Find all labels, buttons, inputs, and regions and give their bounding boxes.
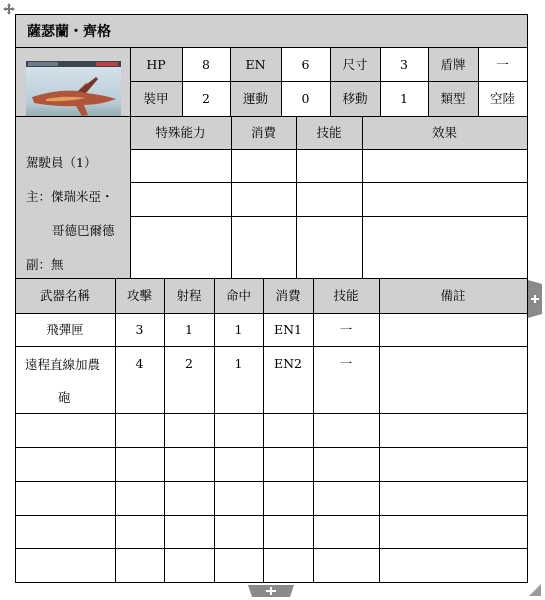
weapon-header-cost: 消費 xyxy=(275,288,301,303)
stat-label-shield: 盾牌 xyxy=(440,56,466,72)
weapon-1-name: 飛彈匣 xyxy=(46,322,84,337)
stat-label-type: 類型 xyxy=(440,91,466,106)
stat-label-mobility: 運動 xyxy=(242,91,268,106)
weapon-1-range: 1 xyxy=(185,322,193,337)
weapon-header-range: 射程 xyxy=(176,288,202,303)
stat-label-hp: HP xyxy=(146,56,166,72)
stat-label-en: EN xyxy=(245,56,266,72)
weapon-2-name-line1: 遠程直線加農 xyxy=(25,357,101,372)
stat-value-en: 6 xyxy=(301,56,310,72)
weapon-1-skill: 一 xyxy=(339,322,353,337)
ability-header-skill: 技能 xyxy=(316,125,342,140)
add-row-handle[interactable] xyxy=(248,585,294,597)
stat-value-hp: 8 xyxy=(202,56,210,72)
weapon-2-cost: EN2 xyxy=(273,355,302,371)
weapon-2-name-line2: 砲 xyxy=(58,390,71,405)
weapon-2-hit: 1 xyxy=(234,355,243,371)
weapon-header-skill: 技能 xyxy=(333,288,359,303)
pilot-label: 駕駛員（1） xyxy=(26,155,97,170)
stat-label-size: 尺寸 xyxy=(342,56,368,72)
stat-value-armor: 2 xyxy=(202,91,210,106)
stat-value-move: 1 xyxy=(400,91,408,106)
stat-value-mobility: 0 xyxy=(301,91,310,106)
weapon-header-hit: 命中 xyxy=(225,288,251,303)
weapon-2-attack: 4 xyxy=(135,355,144,371)
weapon-1-cost: EN1 xyxy=(273,322,302,337)
ability-header-name: 特殊能力 xyxy=(155,125,206,140)
pilot-main-line1: 主：傑瑞米亞・ xyxy=(26,189,114,204)
table-move-handle-icon[interactable] xyxy=(3,3,15,15)
stat-label-armor: 裝甲 xyxy=(143,91,169,106)
ability-header-cost: 消費 xyxy=(250,125,276,140)
weapon-2-range: 2 xyxy=(185,355,193,371)
stat-label-move: 移動 xyxy=(342,91,368,106)
weapon-1-attack: 3 xyxy=(135,322,144,337)
weapon-header-name: 武器名稱 xyxy=(39,288,90,303)
stat-value-shield: 一 xyxy=(496,56,509,72)
unit-name: 薩瑟蘭・齊格 xyxy=(27,24,111,40)
weapon-1-hit: 1 xyxy=(234,322,243,337)
stat-value-size: 3 xyxy=(400,56,408,72)
add-column-handle[interactable] xyxy=(528,280,542,318)
pilot-sub: 副：無 xyxy=(26,257,64,272)
plus-icon xyxy=(536,296,537,297)
weapon-header-note: 備註 xyxy=(440,288,466,303)
ability-header-effect: 效果 xyxy=(431,125,457,140)
resize-handle-icon[interactable] xyxy=(529,584,541,596)
weapon-2-skill: 一 xyxy=(339,355,353,371)
stat-value-type: 空陸 xyxy=(489,91,515,106)
weapon-header-attack: 攻擊 xyxy=(126,288,152,303)
pilot-main-line2: 哥德巴爾德 xyxy=(52,223,115,238)
